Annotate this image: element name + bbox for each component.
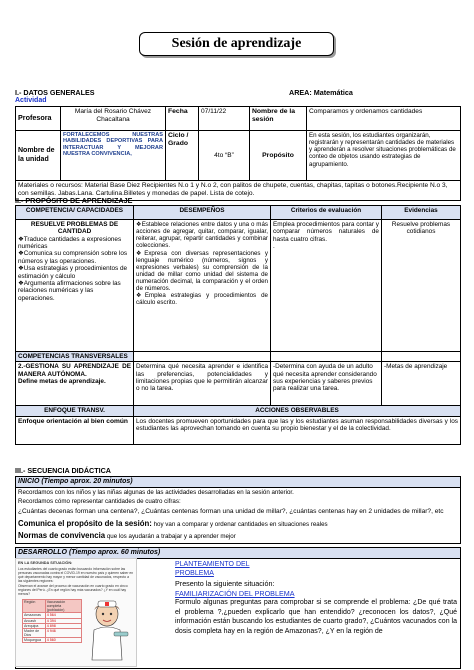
acciones-header: ACCIONES OBSERVABLES <box>134 406 461 416</box>
inicio-header: INICIO (Tiempo aprox. 20 minutos) <box>16 477 461 488</box>
planteamiento-link-1[interactable]: PLANTEAMIENTO DEL <box>175 561 250 568</box>
area-label: AREA: Matemática <box>289 88 353 97</box>
profesora-value: María del Rosario Chávez Chacaltana <box>61 107 166 131</box>
preguntas-text: Formulo algunas preguntas para comprobar si se comprende el problema: ¿De qué trata el problema ?,¿pueden explicarlo que han entendido? ¿reconocen los datos?, ¿Qué información están buscando los estudiantes de cuarto grado?, ¿Cuántos vacunados con la dosis completa hay en la región de Amazonas?, ¿Y en la región de <box>175 599 457 635</box>
proposito-comunica <box>18 518 458 530</box>
fecha-label: Fecha <box>166 107 199 131</box>
nurse-illustration <box>84 598 130 662</box>
empty-cell <box>134 352 271 362</box>
nombre-unidad-label: Nombre de la unidad <box>16 131 61 181</box>
proposito-value: En esta sesión, los estudiantes organizarán, registrarán y representarán cantidades de materiales y aprenderán a resolver situaciones problemáticas de conteo de objetos usando estrategias de agrupamiento. <box>307 131 461 181</box>
materiales-recursos: Materiales o recursos: Material Base Diez Recipientes N.o 1 y N.o 2, con palitos de chupete, cuentas, chapitas, tapitas o botones.Recipiente N.o 3, con semillas. Jabas.Lana. Cartulina.Billetes y monedas de papel. Lista de cotejo. <box>16 181 461 201</box>
enfoque-header: ENFOQUE TRANSV. <box>16 406 134 416</box>
gestiona-desempeno: Determina qué necesita aprender e identifica las preferencias, potencialidades y limitaciones propias que le permitirán alcanzar o no la tarea. <box>134 362 271 406</box>
empty-cell <box>382 352 461 362</box>
vacunacion-col-region: Región <box>23 600 46 613</box>
ciclo-value: 4to “B” <box>199 131 250 181</box>
vacunacion-table <box>22 599 82 643</box>
inicio-line: ¿Cuántas decenas forman una centena?, ¿Cuántas centenas forman una unidad de millar?, ¿cuántas centenas hay en 2 unidades de millar?, etc <box>18 508 444 516</box>
nombre-sesion-value: Comparamos y ordenamos cantidades <box>307 107 461 131</box>
criterio-extra: . <box>273 243 275 251</box>
criterio-text: Emplea procedimientos para contar y comparar números naturales de hasta cuatro cifras. <box>273 221 379 243</box>
vacunacion-region: Amazonas <box>23 613 46 618</box>
acciones-value: Los docentes promueven oportunidades para que las y los estudiantes asuman responsabilidades diversas y los estudiantes las aprovechan tomando en cuenta su propio bienestar y el de la colectividad. <box>134 416 461 444</box>
vacunacion-region: Arequipa <box>23 623 46 628</box>
profesora-label: Profesora <box>16 107 61 131</box>
capacidad-item: ❖Comunica su comprensión sobre los números y las operaciones. <box>18 250 128 265</box>
desempenos-cell <box>134 220 271 352</box>
nombre-unidad-value: FORTALECEMOS NUESTRAS HABILIDADES DEPORTIVAS PARA INTERACTUAR Y MEJORAR NUESTRA CONVIVENCIA, <box>61 131 166 181</box>
capacidad-item: ❖Usa estrategias y procedimientos de estimación y cálculo <box>18 265 128 280</box>
competencias-transversales-header: COMPETENCIAS TRANSVERSALES <box>16 352 134 362</box>
proposito-comunica-label: Comunica el propósito de la sesión: <box>18 518 152 528</box>
page-title: Sesión de aprendizaje <box>171 36 302 51</box>
enfoque-value: Enfoque orientación al bien común <box>16 416 134 444</box>
desarrollo-content <box>147 560 457 636</box>
gestiona-cell <box>16 362 134 406</box>
vacunacion-col-completa: Vacunación completa (población) <box>45 600 81 613</box>
datos-generales-table <box>15 106 461 201</box>
fecha-value: 07/11/22 <box>199 107 250 131</box>
capacidad-item: ❖Argumenta afirmaciones sobre las relaciones numéricas y las operaciones. <box>18 279 121 302</box>
inicio-line: Recordamos con los niños y las niñas algunas de las actividades desarrolladas en la sesión anterior. <box>18 489 294 497</box>
normas-text: que los ayudarán a trabajar y a aprender mejor <box>105 532 236 540</box>
vacunacion-region: Madre de Dios <box>23 628 46 637</box>
competencia-title: RESUELVE PROBLEMAS DE CANTIDAD <box>30 221 119 236</box>
header-evidencias: Evidencias <box>382 206 461 220</box>
gestiona-evidencia: -Metas de aprendizaje <box>382 362 461 406</box>
gestiona-criterio: -Determina con ayuda de un adulto qué necesita aprender considerando sus experiencias y saberes previos para realizar una tarea. <box>271 362 382 406</box>
familiarizacion-link[interactable]: FAMILIARIZACIÓN DEL PROBLEMA <box>175 588 295 598</box>
gestiona-title: 2.-GESTIONA SU APRENDIZAJE DE MANERA AUTÓNOMA. <box>18 363 131 378</box>
planteamiento-link-2[interactable]: PROBLEMA <box>175 570 214 578</box>
inicio-body <box>16 488 461 543</box>
vacunacion-image-title: EN LA SEGUNDA SITUACIÓN: <box>18 561 73 565</box>
vacunacion-value: 4 394 <box>45 618 81 623</box>
nombre-sesion-label: Nombre de la sesión <box>250 107 307 131</box>
competencia-cell <box>16 220 134 352</box>
header-desempenos: DESEMPEÑOS <box>134 206 271 220</box>
header-competencia: COMPETENCIA/ CAPACIDADES <box>16 206 134 220</box>
vacunacion-value: 4 946 <box>45 628 81 637</box>
vacunacion-region: Moquegua <box>23 638 46 643</box>
section-proposito: II.- PROPÓSITO DE APRENDIZAJE <box>15 196 133 205</box>
vacunacion-value: 4 560 <box>45 638 81 643</box>
inicio-line: Recordamos cómo representar cantidades de cuatro cifras: <box>18 498 181 506</box>
criterios-cell <box>271 220 382 352</box>
actividad-label: Actividad <box>15 97 47 104</box>
desempeno-item: ❖Establece relaciones entre datos y una o más acciones de agregar, quitar, comparar, igualar, reiterar, agrupar, repartir cantidades y combinar colecciones. <box>136 221 268 250</box>
proposito-table <box>15 205 461 445</box>
presento-text: Presento la siguiente situación: <box>175 578 275 588</box>
normas-convivencia <box>18 530 458 542</box>
desempeno-item: ❖Expresa con diversas representaciones y lenguaje numérico (números, signos y expresiones verbales) su comprensión de la unidad de millar como unidad del sistema de numeración decimal, la comparación y el orden de números. <box>136 249 268 293</box>
desarrollo-header: DESARROLLO (Tiempo aprox. 60 minutos) <box>16 548 461 559</box>
vacunacion-value: 4 564 <box>45 613 81 618</box>
empty-cell <box>271 352 382 362</box>
section-secuencia: III.- SECUENCIA DIDÁCTICA <box>15 466 111 475</box>
gestiona-capacidad: Define metas de aprendizaje. <box>18 378 106 386</box>
proposito-label: Propósito <box>250 131 307 181</box>
desempeno-item: ❖Emplea estrategias y procedimientos de cálculo escrito. <box>136 292 268 307</box>
proposito-comunica-text: hoy van a comparar y ordenar cantidades en situaciones reales <box>151 520 328 528</box>
capacidad-item: ❖Traduce cantidades a expresiones numéricas <box>18 235 122 251</box>
vacunacion-value: 4 898 <box>45 623 81 628</box>
inicio-table <box>15 476 461 544</box>
header-criterios: Criterios de evaluación <box>271 206 382 220</box>
normas-label: Normas de convivencia <box>18 530 106 540</box>
section-datos-generales: I.- DATOS GENERALES <box>15 88 95 97</box>
vacunacion-image-text: Los estudiantes del cuarto grado están buscando información sobre las personas vacunadas contra el COVID-19 en nuestro país y quieren saber en qué departamento hay mayor y menor cantidad de vacunados, respecto a las siguientes regiones: <box>18 567 134 583</box>
vacunacion-image-text2: Observan el avance del proceso de vacunación en cuarto grado en cinco regiones del Perú. ¿En qué región hay más vacunados? ¿Y en cuál hay menos? <box>18 584 128 596</box>
ciclo-label: Ciclo / Grado <box>166 131 199 181</box>
vacunacion-region: Ancash <box>23 618 46 623</box>
evidencia-cell: Resuelve problemas cotidianos <box>382 220 461 352</box>
session-title-box <box>139 32 334 56</box>
